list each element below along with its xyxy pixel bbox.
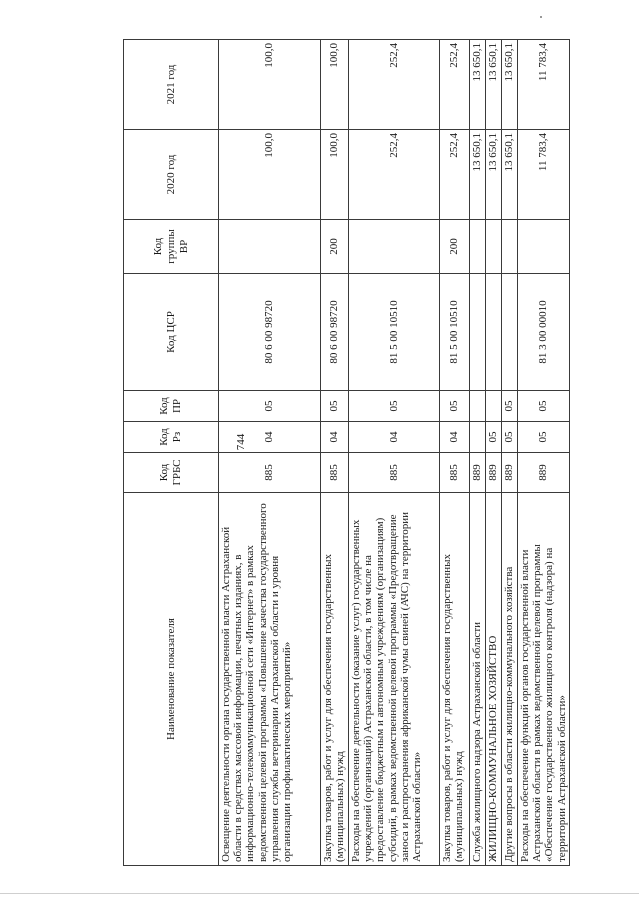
row-vr: 200: [321, 220, 349, 274]
row-name: Закупка товаров, работ и услуг для обеспечения государственных (муниципальных) нужд: [440, 493, 470, 866]
header-pr: Код ПР: [124, 391, 219, 422]
row-vr: [470, 220, 486, 274]
row-csr: [470, 274, 486, 391]
row-vr: [518, 220, 570, 274]
row-2021: 100,0: [219, 40, 321, 130]
row-name: Служба жилищного надзора Астраханской области: [470, 493, 486, 866]
row-name: Освещение деятельности органа государственной власти Астраханской области в средствах массовой информации, печатных изданиях, в информационно-телекоммуникационной сети «Интернет» в рамках ведомственной целевой программы «Повышение качества государственного управления службы ветеринарии Астраханской области и уровня организации профилактических мероприятий»: [219, 493, 321, 866]
row-grbs: 889: [470, 453, 486, 493]
row-grbs: 889: [486, 453, 502, 493]
row-2021: 252,4: [440, 40, 470, 130]
row-pr: 05: [321, 391, 349, 422]
row-csr: 81 5 00 10510: [349, 274, 440, 391]
row-rz: 04: [440, 422, 470, 453]
header-2021: 2021 год: [124, 40, 219, 130]
row-csr: 81 3 00 00010: [518, 274, 570, 391]
row-2021: 11 783,4: [518, 40, 570, 130]
table-row: [470, 40, 486, 866]
row-grbs: 885: [440, 453, 470, 493]
row-grbs: 885: [349, 453, 440, 493]
row-rz: 05: [502, 422, 518, 453]
row-2021: 13 650,1: [486, 40, 502, 130]
row-2020: 252,4: [440, 130, 470, 220]
row-csr: 81 5 00 10510: [440, 274, 470, 391]
row-pr: 05: [502, 391, 518, 422]
row-grbs: 885: [321, 453, 349, 493]
row-name: Другие вопросы в области жилищно-коммунального хозяйства: [502, 493, 518, 866]
header-vr: Код группы ВР: [124, 220, 219, 274]
row-rz: [470, 422, 486, 453]
row-pr: 05: [518, 391, 570, 422]
row-csr: 80 6 00 98720: [321, 274, 349, 391]
row-grbs: 885: [219, 453, 321, 493]
row-pr: [470, 391, 486, 422]
row-2020: 252,4: [349, 130, 440, 220]
row-csr: [502, 274, 518, 391]
header-row: [124, 40, 219, 866]
header-2020: 2020 год: [124, 130, 219, 220]
row-rz: 05: [518, 422, 570, 453]
table-row: [502, 40, 518, 866]
row-vr: [486, 220, 502, 274]
row-name: ЖИЛИЩНО-КОММУНАЛЬНОЕ ХОЗЯЙСТВО: [486, 493, 502, 866]
row-2020: 100,0: [219, 130, 321, 220]
budget-table: [123, 39, 570, 866]
row-pr: 05: [440, 391, 470, 422]
row-2021: 252,4: [349, 40, 440, 130]
table-row: [321, 40, 349, 866]
row-rz: 04: [349, 422, 440, 453]
page-number: 744: [235, 433, 247, 451]
row-vr: [502, 220, 518, 274]
row-grbs: 889: [502, 453, 518, 493]
row-rz: 05: [486, 422, 502, 453]
table-row: [440, 40, 470, 866]
row-vr: [349, 220, 440, 274]
row-vr: [219, 220, 321, 274]
row-2021: 13 650,1: [502, 40, 518, 130]
row-name: Закупка товаров, работ и услуг для обеспечения государственных (муниципальных) нужд: [321, 493, 349, 866]
row-2020: 13 650,1: [502, 130, 518, 220]
row-rz: 04: [219, 422, 321, 453]
scan-dot: [540, 16, 542, 18]
row-csr: 80 6 00 98720: [219, 274, 321, 391]
row-2020: 13 650,1: [470, 130, 486, 220]
row-pr: 05: [349, 391, 440, 422]
rotated-table-container: [123, 40, 569, 866]
row-grbs: 889: [518, 453, 570, 493]
row-csr: [486, 274, 502, 391]
row-pr: 05: [219, 391, 321, 422]
table-row: [219, 40, 321, 866]
table-row: [518, 40, 570, 866]
header-grbs: Код ГРБС: [124, 453, 219, 493]
row-2021: 100,0: [321, 40, 349, 130]
row-2021: 13 650,1: [470, 40, 486, 130]
row-name: Расходы на обеспечение деятельности (оказание услуг) государственных учреждений (организаций) Астраханской области, в том числе на предоставление бюджетным и автономным учреждениям (организациям) субсидий, в рамках ведомственной целевой программы «Предотвращение заноса и распространения африканской чумы свиней (АЧС) на территории Астраханской области»: [349, 493, 440, 866]
table-row: [486, 40, 502, 866]
header-rz: Код Рз: [124, 422, 219, 453]
row-pr: [486, 391, 502, 422]
table-row: [349, 40, 440, 866]
header-name: Наименование показателя: [124, 493, 219, 866]
row-rz: 04: [321, 422, 349, 453]
row-2020: 13 650,1: [486, 130, 502, 220]
row-2020: 11 783,4: [518, 130, 570, 220]
row-2020: 100,0: [321, 130, 349, 220]
row-name: Расходы на обеспечение функций органов государственной власти Астраханской области в рамках ведомственной целевой программы «Обеспечение государственного жилищного контроля (надзора) на территории Астраханской области»: [518, 493, 570, 866]
row-vr: 200: [440, 220, 470, 274]
header-csr: Код ЦСР: [124, 274, 219, 391]
page-edge-line: [0, 893, 639, 894]
